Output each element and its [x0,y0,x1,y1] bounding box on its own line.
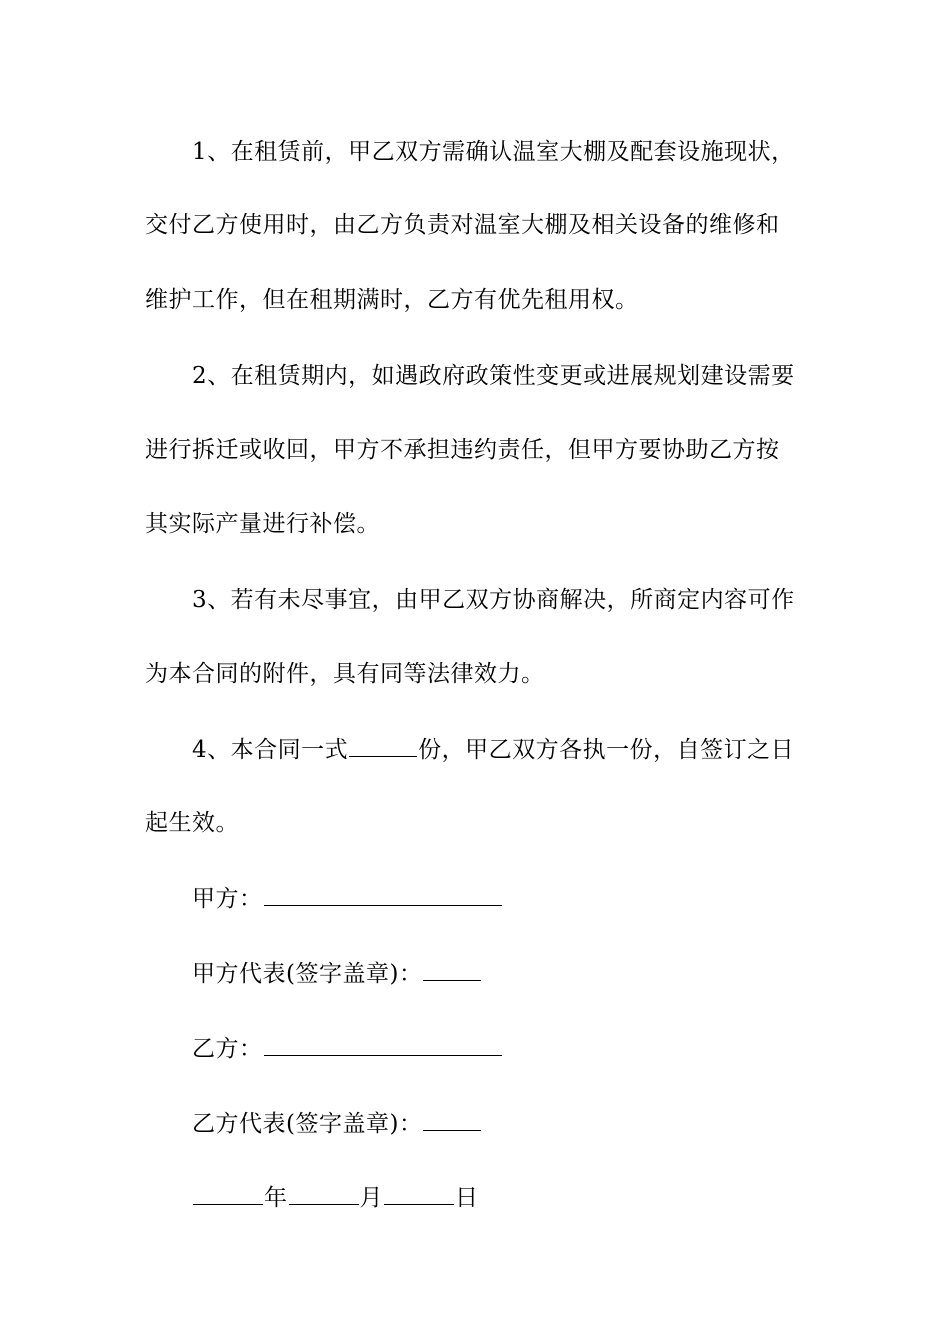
clause-1-line-2: 交付乙方使用时，由乙方负责对温室大棚及相关设备的维修和 [145,212,780,238]
party-a-blank [264,883,502,906]
party-a-line [192,883,857,914]
clause-4-line-1 [192,734,857,765]
clause-3-line-2: 为本合同的附件，具有同等法律效力。 [145,661,545,687]
party-a-rep-line [192,958,857,989]
party-b-rep-line [192,1108,857,1139]
copies-blank [349,734,417,757]
clause-2-line-3: 其实际产量进行补偿。 [145,511,380,537]
clause-2-line-2: 进行拆迁或收回，甲方不承担违约责任，但甲方要协助乙方按 [145,437,780,463]
clause-4-text-end: 份，甲乙双方各执一份，自签订之日 [418,737,795,763]
year-label: 年 [264,1185,288,1211]
date-line [192,1182,857,1213]
party-a-label: 甲方： [192,886,263,912]
party-b-label: 乙方： [192,1036,263,1062]
party-a-rep-blank [423,958,481,981]
party-a-rep-label: 甲方代表(签字盖章)： [192,961,423,987]
clause-3-line-1: 3、若有未尽事宜，由甲乙双方协商解决，所商定内容可作 [192,587,795,613]
clause-4-line-2: 起生效。 [145,810,239,836]
day-blank [384,1182,454,1205]
clause-4-text-start: 4、本合同一式 [192,737,349,763]
year-blank [193,1182,263,1205]
party-b-line [192,1033,857,1064]
month-label: 月 [359,1185,383,1211]
month-blank [289,1182,359,1205]
party-b-blank [264,1033,502,1056]
clause-1-line-1: 1、在租赁前，甲乙双方需确认温室大棚及配套设施现状， [192,139,795,165]
clause-1-line-3: 维护工作，但在租期满时，乙方有优先租用权。 [145,287,639,313]
party-b-rep-blank [423,1108,481,1131]
clause-2-line-1: 2、在租赁期内，如遇政府政策性变更或进展规划建设需要 [192,363,795,389]
party-b-rep-label: 乙方代表(签字盖章)： [192,1111,423,1137]
day-label: 日 [455,1185,479,1211]
